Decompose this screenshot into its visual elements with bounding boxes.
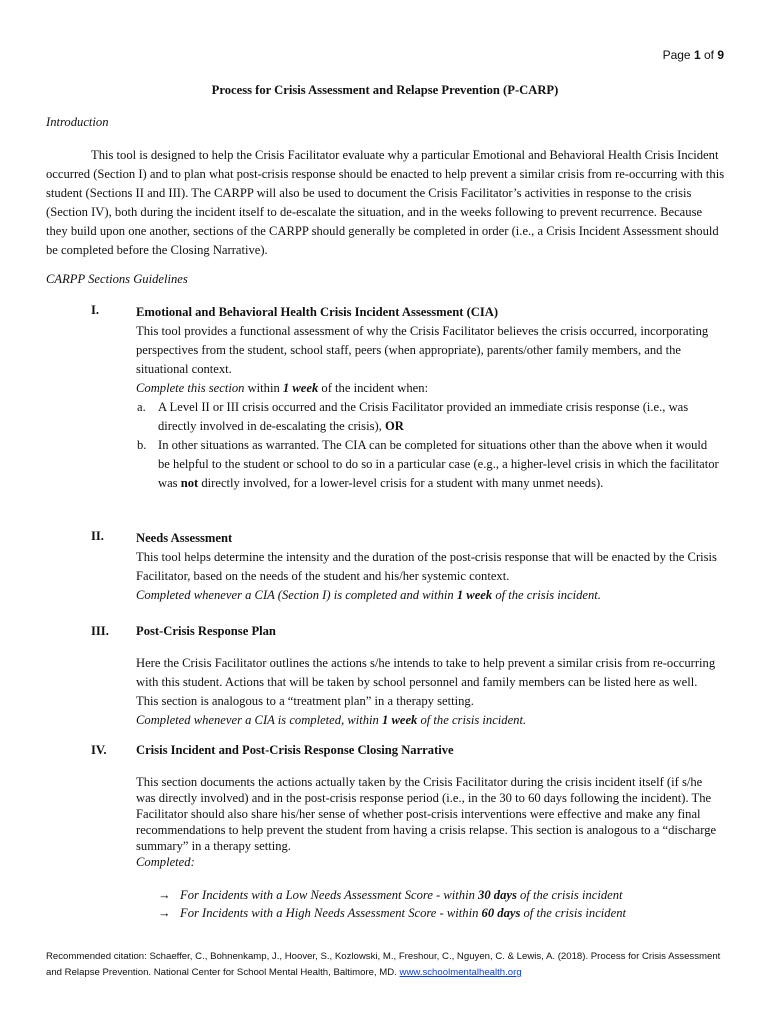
deadline-high-c: of the crisis incident xyxy=(520,906,626,920)
page-current: 1 xyxy=(693,48,701,62)
item-b-label: b. xyxy=(137,438,147,452)
section-1-item-b xyxy=(136,436,721,493)
citation-link[interactable]: www.schoolmentalhealth.org xyxy=(399,967,522,978)
section-2-body: This tool helps determine the intensity and the duration of the post-crisis response that will be enacted by the Crisis Facilitator, based on the needs of the student and his/her systemic context. xyxy=(136,550,717,583)
section-4-completed: Completed: xyxy=(136,855,195,869)
section-2-note xyxy=(136,586,721,605)
section-2 xyxy=(136,529,721,605)
arrow-icon: → xyxy=(158,906,171,920)
section-1-number: I. xyxy=(91,303,100,317)
section-1-body: This tool provides a functional assessment of why the Crisis Facilitator believes the crisis occurred, incorporating perspectives from the student, school staff, peers (when appropriate), parents/other family members, and the situational context. xyxy=(136,324,709,376)
section-4-deadlines xyxy=(158,886,718,922)
item-b-text-1: In other situations as warranted. The CIA can be completed for situations other than the above when it would be helpful to the student or school to do so in a particular case (e.g., a higher-level crisis in which the facilitator was xyxy=(158,438,719,490)
document-title: Process for Crisis Assessment and Relapse Prevention (P-CARP) xyxy=(211,83,559,97)
section-1 xyxy=(136,303,721,493)
item-a-text: A Level II or III crisis occurred and the Crisis Facilitator provided an immediate crisis response (i.e., was directly involved in de-escalating the crisis), xyxy=(158,400,689,433)
section-3-number: III. xyxy=(91,624,109,638)
section-1-heading: Emotional and Behavioral Health Crisis Incident Assessment (CIA) xyxy=(136,305,499,319)
page-sep: of xyxy=(700,48,718,62)
deadline-low-b: 30 days xyxy=(478,888,517,902)
section-3-note-c: of the crisis incident. xyxy=(417,713,527,727)
citation-text: Recommended citation: Schaeffer, C., Bohnenkamp, J., Hoover, S., Kozlowski, M., Freshour, C., Nguyen, C. & Lewis, A. (2018). Process for Crisis Assessment and Relapse Prevention. National Center for School Mental Health, Baltimore, MD. xyxy=(46,951,721,978)
section-3-body: Here the Crisis Facilitator outlines the actions s/he intends to take to help prevent a similar crisis from re-occurring with this student. Actions that will be taken by school personnel and family members can be listed here as well. This section is analogous to a “treatment plan” in a therapy setting. xyxy=(136,656,716,708)
deadline-high xyxy=(158,904,718,922)
item-a-or: OR xyxy=(384,419,404,433)
page-prefix: Page xyxy=(662,48,694,62)
item-b-text-2: directly involved, for a lower-level crisis for a student with many unmet needs). xyxy=(198,476,604,490)
page-number xyxy=(663,48,724,62)
section-2-note-a: Completed whenever a CIA (Section I) is completed and within xyxy=(136,588,457,602)
deadline-high-b: 60 days xyxy=(481,906,521,920)
guidelines-heading: CARPP Sections Guidelines xyxy=(46,272,188,286)
section-2-note-c: of the crisis incident. xyxy=(492,588,601,602)
section-1-complete-line xyxy=(136,379,721,398)
section-2-heading: Needs Assessment xyxy=(136,531,233,545)
item-a-label: a. xyxy=(137,400,146,414)
section-3-note-a: Completed whenever a CIA is completed, within xyxy=(136,713,383,727)
section-4-heading: Crisis Incident and Post-Crisis Response Closing Narrative xyxy=(136,743,454,757)
section-4-body: This section documents the actions actually taken by the Crisis Facilitator during the crisis incident itself (if s/he was directly involved) and in the post-crisis response period (i.e., in the 30 to 60 days following the incident). The Facilitator should also share his/her sense of whether post-crisis interventions were effective and make any final recommendations to help prevent the student from having a crisis relapse. This section is analogous to a “discharge summary” in a therapy setting. xyxy=(136,775,717,853)
section-1-complete-d: of the incident when: xyxy=(318,381,429,395)
section-2-number: II. xyxy=(91,529,104,543)
section-1-item-a xyxy=(136,398,721,436)
section-1-complete-a: Complete this section xyxy=(136,381,245,395)
page-total: 9 xyxy=(717,48,724,62)
section-3-note-b: 1 week xyxy=(382,713,418,727)
section-2-note-b: 1 week xyxy=(456,588,493,602)
item-b-not: not xyxy=(180,476,199,490)
section-4-number: IV. xyxy=(91,743,107,757)
deadline-low xyxy=(158,886,718,904)
introduction-body: This tool is designed to help the Crisis Facilitator evaluate why a particular Emotional and Behavioral Health Crisis Incident occurred (Section I) and to plan what post-crisis response should be enacted to help prevent a similar crisis from re-occurring with this student (Sections II and III). The CARPP will also be used to document the Crisis Facilitator’s activities in response to the crisis (Section IV), both during the incident itself to de-escalate the situation, and in the weeks following to prevent recurrence. Because they build upon one another, sections of the CARPP should generally be completed in order (i.e., a Crisis Incident Assessment should be completed before the Closing Narrative). xyxy=(46,148,725,257)
deadline-low-c: of the crisis incident xyxy=(516,888,623,902)
deadline-high-a: For Incidents with a High Needs Assessment Score - within xyxy=(180,906,482,920)
section-4 xyxy=(136,774,721,870)
section-3 xyxy=(136,654,721,730)
section-1-complete-b: within xyxy=(244,381,283,395)
section-3-note xyxy=(136,711,721,730)
arrow-icon: → xyxy=(158,888,171,902)
introduction-heading: Introduction xyxy=(46,115,109,129)
section-3-heading: Post-Crisis Response Plan xyxy=(136,624,276,638)
deadline-low-a: For Incidents with a Low Needs Assessment Score - within xyxy=(180,888,479,902)
section-1-complete-c: 1 week xyxy=(282,381,319,395)
footer-citation xyxy=(46,949,726,981)
